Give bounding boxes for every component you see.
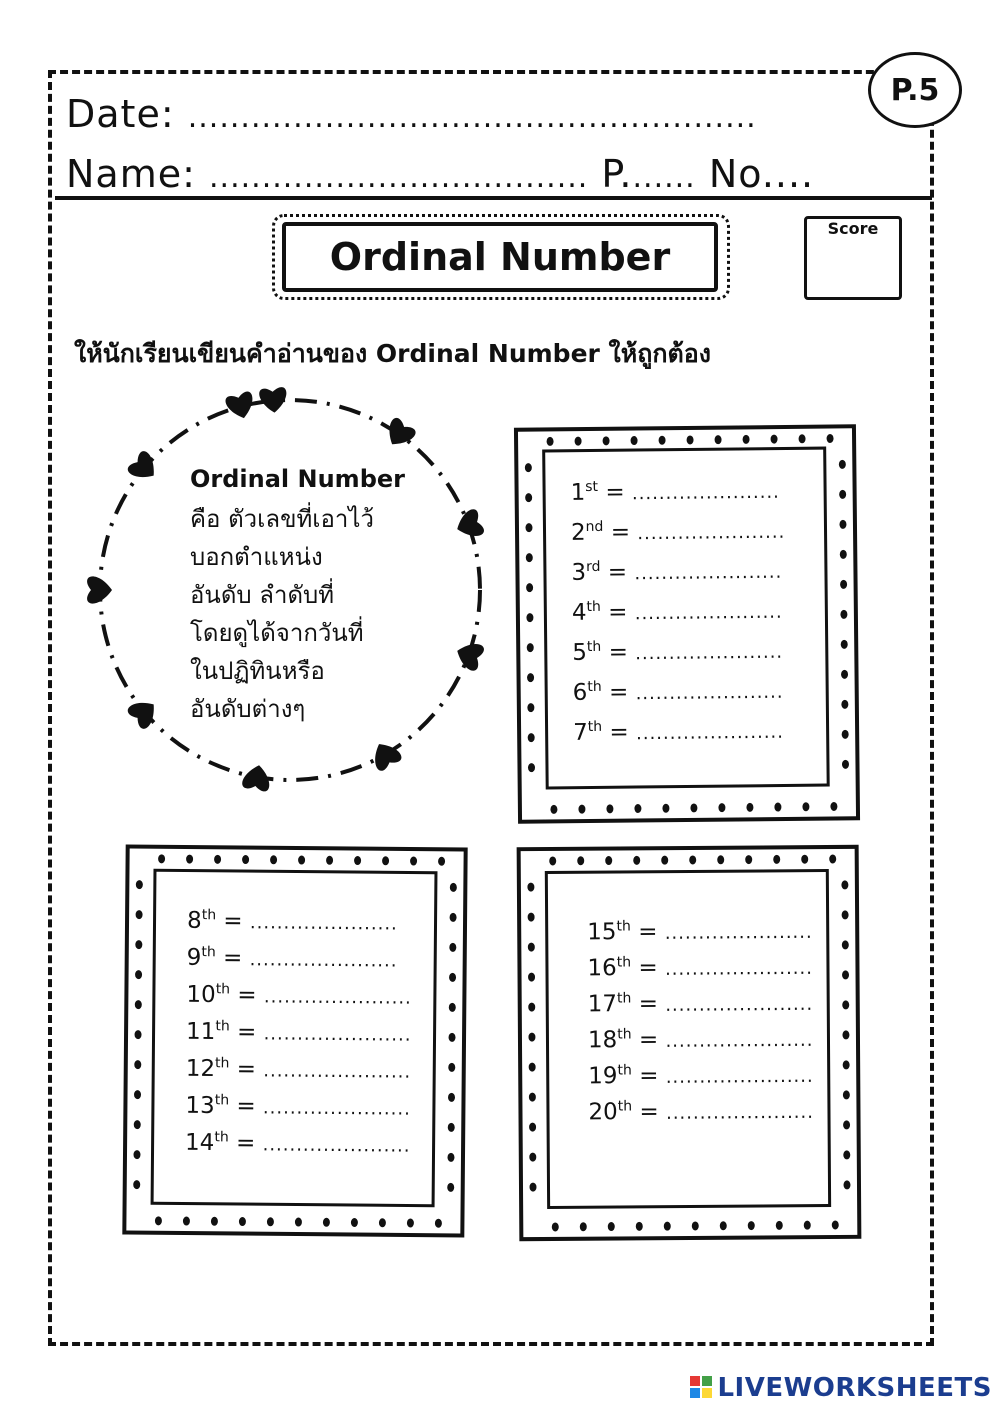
border-dot — [606, 804, 613, 813]
border-dot — [351, 1218, 358, 1227]
border-dot — [843, 1090, 850, 1099]
ordinal-suffix: th — [587, 718, 603, 736]
border-dot — [528, 733, 535, 742]
ordinal-suffix: th — [215, 981, 231, 998]
answer-field[interactable]: ...................... — [635, 721, 785, 745]
ordinal-number: 17 — [587, 991, 618, 1018]
ordinal-suffix: st — [585, 478, 599, 496]
ordinal-suffix: th — [617, 1098, 633, 1115]
border-dot — [527, 883, 534, 892]
border-dot — [843, 1180, 850, 1189]
border-dot — [528, 943, 535, 952]
heart-icon — [259, 387, 288, 414]
border-dot — [435, 1219, 442, 1228]
equals-sign: = — [605, 479, 625, 506]
border-dot — [528, 763, 535, 772]
border-dot — [549, 856, 556, 865]
ordinal-row — [186, 981, 412, 1010]
ordinal-suffix: th — [587, 678, 602, 696]
border-dot — [450, 913, 457, 922]
ordinal-suffix: th — [214, 1129, 229, 1146]
answer-field[interactable]: ...................... — [664, 957, 814, 980]
border-dot — [410, 856, 417, 865]
border-dot — [839, 490, 846, 499]
heart-icon — [453, 638, 486, 672]
border-dot — [447, 1183, 454, 1192]
border-dot — [843, 1060, 850, 1069]
border-dot — [802, 802, 809, 811]
heart-icon — [453, 508, 486, 542]
ordinal-number: 6 — [572, 679, 588, 706]
answer-field[interactable]: ...................... — [263, 1060, 412, 1083]
border-dot — [526, 553, 533, 562]
heart-icon — [224, 390, 257, 421]
equals-sign: = — [638, 990, 659, 1018]
ordinal-row — [571, 517, 785, 546]
border-dot — [605, 856, 612, 865]
border-dot — [842, 730, 849, 739]
ordinal-row — [573, 717, 784, 746]
border-dot — [267, 1217, 274, 1226]
border-dot — [715, 435, 722, 444]
ordinal-row — [587, 953, 813, 981]
score-label: Score — [827, 219, 879, 238]
border-dot — [354, 856, 361, 865]
border-dot — [525, 493, 532, 502]
border-dot — [631, 436, 638, 445]
ordinal-row — [588, 1061, 814, 1089]
equals-sign: = — [608, 679, 629, 706]
ordinal-number: 15 — [587, 919, 617, 946]
border-dot — [720, 1221, 727, 1230]
border-dot — [577, 856, 584, 865]
ordinal-suffix: th — [215, 1055, 230, 1072]
border-dot — [186, 855, 193, 864]
ordinal-number: 4 — [571, 599, 587, 626]
border-dot — [529, 1123, 536, 1132]
answer-box-2 — [122, 845, 467, 1238]
equals-sign: = — [638, 954, 658, 982]
brand-text: LIVEWORKSHEETS — [717, 1373, 992, 1403]
border-dot — [827, 434, 834, 443]
border-dot — [525, 463, 532, 472]
equals-sign: = — [235, 1130, 256, 1157]
class-label: P. — [601, 152, 633, 196]
answer-field[interactable]: ...................... — [665, 1065, 814, 1088]
ordinal-row — [588, 1097, 814, 1125]
ordinal-number: 11 — [185, 1018, 216, 1045]
border-dot — [526, 613, 533, 622]
ordinal-suffix: th — [617, 1062, 632, 1079]
border-dot — [449, 1003, 456, 1012]
ordinal-suffix: nd — [585, 518, 604, 536]
liveworksheets-icon — [689, 1375, 713, 1399]
answer-field[interactable]: ...................... — [249, 949, 398, 972]
border-dot — [841, 880, 848, 889]
border-dot — [158, 854, 165, 863]
border-dot — [450, 883, 457, 892]
definition-line: อันดับ ลำดับที่ — [190, 581, 335, 609]
border-dot — [801, 855, 808, 864]
border-dot — [295, 1218, 302, 1227]
ordinal-row — [587, 917, 813, 945]
answer-field[interactable]: ...................... — [262, 1134, 411, 1157]
date-label: Date: — [66, 92, 175, 136]
border-dot — [840, 610, 847, 619]
border-dot — [842, 910, 849, 919]
border-dot — [529, 1153, 536, 1162]
border-dot — [634, 804, 641, 813]
border-dot — [842, 1030, 849, 1039]
border-dot — [134, 1090, 141, 1099]
ordinal-suffix: th — [214, 1092, 230, 1109]
border-dot — [133, 1150, 140, 1159]
border-dot — [525, 523, 532, 532]
ordinal-row — [186, 1055, 412, 1084]
ordinal-number: 10 — [186, 981, 216, 1008]
border-dot — [689, 855, 696, 864]
liveworksheets-logo — [689, 1373, 992, 1403]
border-dot — [745, 855, 752, 864]
level-badge: P.5 — [868, 52, 962, 128]
equals-sign: = — [236, 1093, 256, 1120]
border-dot — [134, 1060, 141, 1069]
heart-icon — [126, 694, 163, 731]
border-dot — [690, 803, 697, 812]
ordinal-suffix: th — [616, 918, 631, 935]
border-dot — [608, 1222, 615, 1231]
answer-box-3 — [517, 845, 862, 1241]
border-dot — [242, 855, 249, 864]
border-dot — [832, 1220, 839, 1229]
border-dot — [603, 436, 610, 445]
border-dot — [843, 1150, 850, 1159]
equals-sign: = — [608, 599, 628, 626]
border-dot — [804, 1221, 811, 1230]
definition-line: โดยดูได้จากวันที่ — [190, 619, 364, 647]
border-dot — [841, 670, 848, 679]
border-dot — [239, 1217, 246, 1226]
equals-sign: = — [237, 982, 257, 1009]
border-dot — [135, 1000, 142, 1009]
ordinal-row — [185, 1092, 411, 1121]
ordinal-number: 7 — [572, 719, 588, 746]
ordinal-row — [572, 637, 783, 666]
border-dot — [529, 1093, 536, 1102]
border-dot — [773, 855, 780, 864]
ordinal-row — [186, 1018, 412, 1047]
border-dot — [211, 1217, 218, 1226]
border-dot — [528, 1033, 535, 1042]
border-dot — [776, 1221, 783, 1230]
instruction-text: ให้นักเรียนเขียนคำอ่านของ Ordinal Number ให้ถูกต้อง — [74, 339, 711, 368]
definition-line: ในปฏิทินหรือ — [190, 657, 325, 685]
border-dot — [575, 437, 582, 446]
border-dot — [528, 913, 535, 922]
ordinal-number: 2 — [570, 519, 586, 546]
border-dot — [136, 880, 143, 889]
border-dot — [527, 673, 534, 682]
ordinal-suffix: th — [616, 990, 632, 1007]
name-field[interactable]: .................................... — [209, 160, 589, 195]
border-dot — [661, 856, 668, 865]
equals-sign: = — [639, 1062, 659, 1090]
ordinal-row — [573, 677, 784, 706]
border-dot — [636, 1222, 643, 1231]
answer-field[interactable]: ...................... — [634, 601, 783, 625]
answer-box-1 — [514, 424, 860, 824]
class-field[interactable]: ...... — [632, 160, 696, 195]
border-dot — [662, 804, 669, 813]
border-dot — [528, 1003, 535, 1012]
ordinal-row — [588, 989, 814, 1017]
equals-sign: = — [236, 1056, 257, 1083]
ordinal-suffix: rd — [585, 558, 601, 576]
border-dot — [829, 854, 836, 863]
answer-field[interactable]: ...................... — [665, 1029, 814, 1052]
equals-sign: = — [236, 1019, 257, 1046]
border-dot — [448, 1063, 455, 1072]
ordinal-row — [187, 944, 398, 972]
border-dot — [133, 1180, 140, 1189]
ordinal-row — [570, 477, 780, 506]
name-label: Name: — [66, 152, 196, 196]
border-dot — [323, 1218, 330, 1227]
equals-sign: = — [607, 559, 628, 586]
answer-field[interactable]: ...................... — [635, 681, 784, 705]
border-dot — [717, 855, 724, 864]
border-dot — [529, 1063, 536, 1072]
border-dot — [379, 1218, 386, 1227]
border-dot — [135, 970, 142, 979]
border-dot — [840, 580, 847, 589]
ordinal-row — [187, 907, 398, 935]
border-dot — [447, 1153, 454, 1162]
border-dot — [746, 803, 753, 812]
heart-icon — [87, 576, 112, 603]
border-dot — [842, 970, 849, 979]
border-dot — [214, 855, 221, 864]
ordinal-number: 5 — [572, 639, 588, 666]
equals-sign: = — [638, 918, 658, 946]
border-dot — [842, 760, 849, 769]
border-dot — [774, 803, 781, 812]
ordinal-number: 16 — [587, 955, 617, 982]
equals-sign: = — [609, 719, 629, 746]
equals-sign: = — [639, 1098, 659, 1126]
ordinal-suffix: th — [215, 1018, 230, 1035]
worksheet-title: Ordinal Number — [282, 222, 718, 292]
ordinal-suffix: th — [617, 1026, 632, 1043]
answer-field[interactable]: ...................... — [664, 921, 813, 944]
ordinal-number: 1 — [570, 479, 586, 506]
ordinal-number: 9 — [186, 944, 202, 971]
header-divider — [55, 196, 932, 200]
border-dot — [830, 802, 837, 811]
equals-sign: = — [223, 908, 243, 935]
border-dot — [448, 1033, 455, 1042]
date-row — [66, 92, 757, 136]
answer-field[interactable]: ...................... — [635, 641, 784, 665]
border-dot — [449, 943, 456, 952]
answer-field[interactable]: ...................... — [637, 521, 786, 545]
date-field[interactable]: ...................................................... — [187, 100, 757, 135]
border-dot — [578, 805, 585, 814]
answer-field[interactable]: ...................... — [262, 1097, 411, 1120]
number-label[interactable]: No.... — [708, 152, 815, 196]
answer-field[interactable]: ...................... — [249, 912, 398, 935]
border-dot — [633, 856, 640, 865]
border-dot — [771, 435, 778, 444]
border-dot — [659, 436, 666, 445]
border-dot — [743, 435, 750, 444]
border-dot — [842, 940, 849, 949]
border-dot — [527, 643, 534, 652]
equals-sign: = — [610, 519, 631, 546]
border-dot — [136, 910, 143, 919]
border-dot — [448, 1123, 455, 1132]
ordinal-row — [588, 1025, 814, 1053]
definition-line: คือ ตัวเลขที่เอาไว้ — [190, 505, 374, 533]
border-dot — [580, 1222, 587, 1231]
border-dot — [326, 856, 333, 865]
heart-icon — [367, 737, 403, 772]
border-dot — [718, 803, 725, 812]
ordinal-suffix: th — [201, 944, 216, 961]
border-dot — [550, 805, 557, 814]
ordinal-number: 18 — [587, 1027, 618, 1054]
ordinal-suffix: th — [201, 907, 217, 924]
definition-line: อันดับต่างๆ — [190, 695, 306, 723]
border-dot — [526, 583, 533, 592]
border-dot — [552, 1222, 559, 1231]
border-dot — [449, 973, 456, 982]
equals-sign: = — [222, 945, 243, 972]
heart-icon — [126, 449, 163, 486]
border-dot — [528, 973, 535, 982]
ordinal-suffix: th — [616, 954, 632, 971]
ordinal-number: 8 — [186, 907, 202, 934]
border-dot — [664, 1222, 671, 1231]
border-dot — [841, 700, 848, 709]
ordinal-row — [571, 557, 782, 586]
border-dot — [842, 1000, 849, 1009]
ordinal-number: 19 — [588, 1063, 618, 1090]
border-dot — [839, 520, 846, 529]
ordinal-number: 20 — [588, 1099, 618, 1126]
border-dot — [407, 1218, 414, 1227]
ordinal-number: 13 — [185, 1092, 215, 1119]
ordinal-number: 3 — [571, 559, 587, 586]
border-dot — [298, 856, 305, 865]
ordinal-suffix: th — [586, 638, 602, 656]
border-dot — [270, 855, 277, 864]
ordinal-row — [572, 597, 783, 626]
border-dot — [799, 434, 806, 443]
border-dot — [155, 1216, 162, 1225]
border-dot — [135, 940, 142, 949]
equals-sign: = — [638, 1026, 659, 1054]
answer-field[interactable]: ...................... — [665, 993, 814, 1016]
border-dot — [134, 1120, 141, 1129]
border-dot — [529, 1183, 536, 1192]
answer-field[interactable]: ...................... — [634, 561, 783, 585]
ordinal-row — [185, 1129, 411, 1158]
name-row — [66, 152, 814, 196]
border-dot — [527, 703, 534, 712]
definition-title: Ordinal Number — [190, 465, 405, 493]
border-dot — [547, 437, 554, 446]
equals-sign: = — [608, 639, 629, 666]
definition-body — [190, 500, 430, 728]
border-dot — [448, 1093, 455, 1102]
border-dot — [135, 1030, 142, 1039]
definition-line: บอกตำแหน่ง — [190, 543, 323, 571]
ordinal-number: 12 — [185, 1055, 216, 1082]
border-dot — [841, 640, 848, 649]
heart-icon — [381, 416, 418, 452]
border-dot — [840, 550, 847, 559]
border-dot — [183, 1217, 190, 1226]
ordinal-suffix: th — [586, 598, 601, 616]
border-dot — [839, 460, 846, 469]
answer-field[interactable]: ...................... — [263, 986, 412, 1009]
border-dot — [843, 1120, 850, 1129]
ordinal-number: 14 — [184, 1129, 215, 1156]
answer-field[interactable]: ...................... — [263, 1023, 412, 1046]
answer-field[interactable]: ...................... — [665, 1101, 815, 1124]
border-dot — [687, 435, 694, 444]
answer-field[interactable]: ...................... — [631, 481, 780, 505]
border-dot — [438, 857, 445, 866]
border-dot — [692, 1221, 699, 1230]
border-dot — [748, 1221, 755, 1230]
border-dot — [382, 856, 389, 865]
